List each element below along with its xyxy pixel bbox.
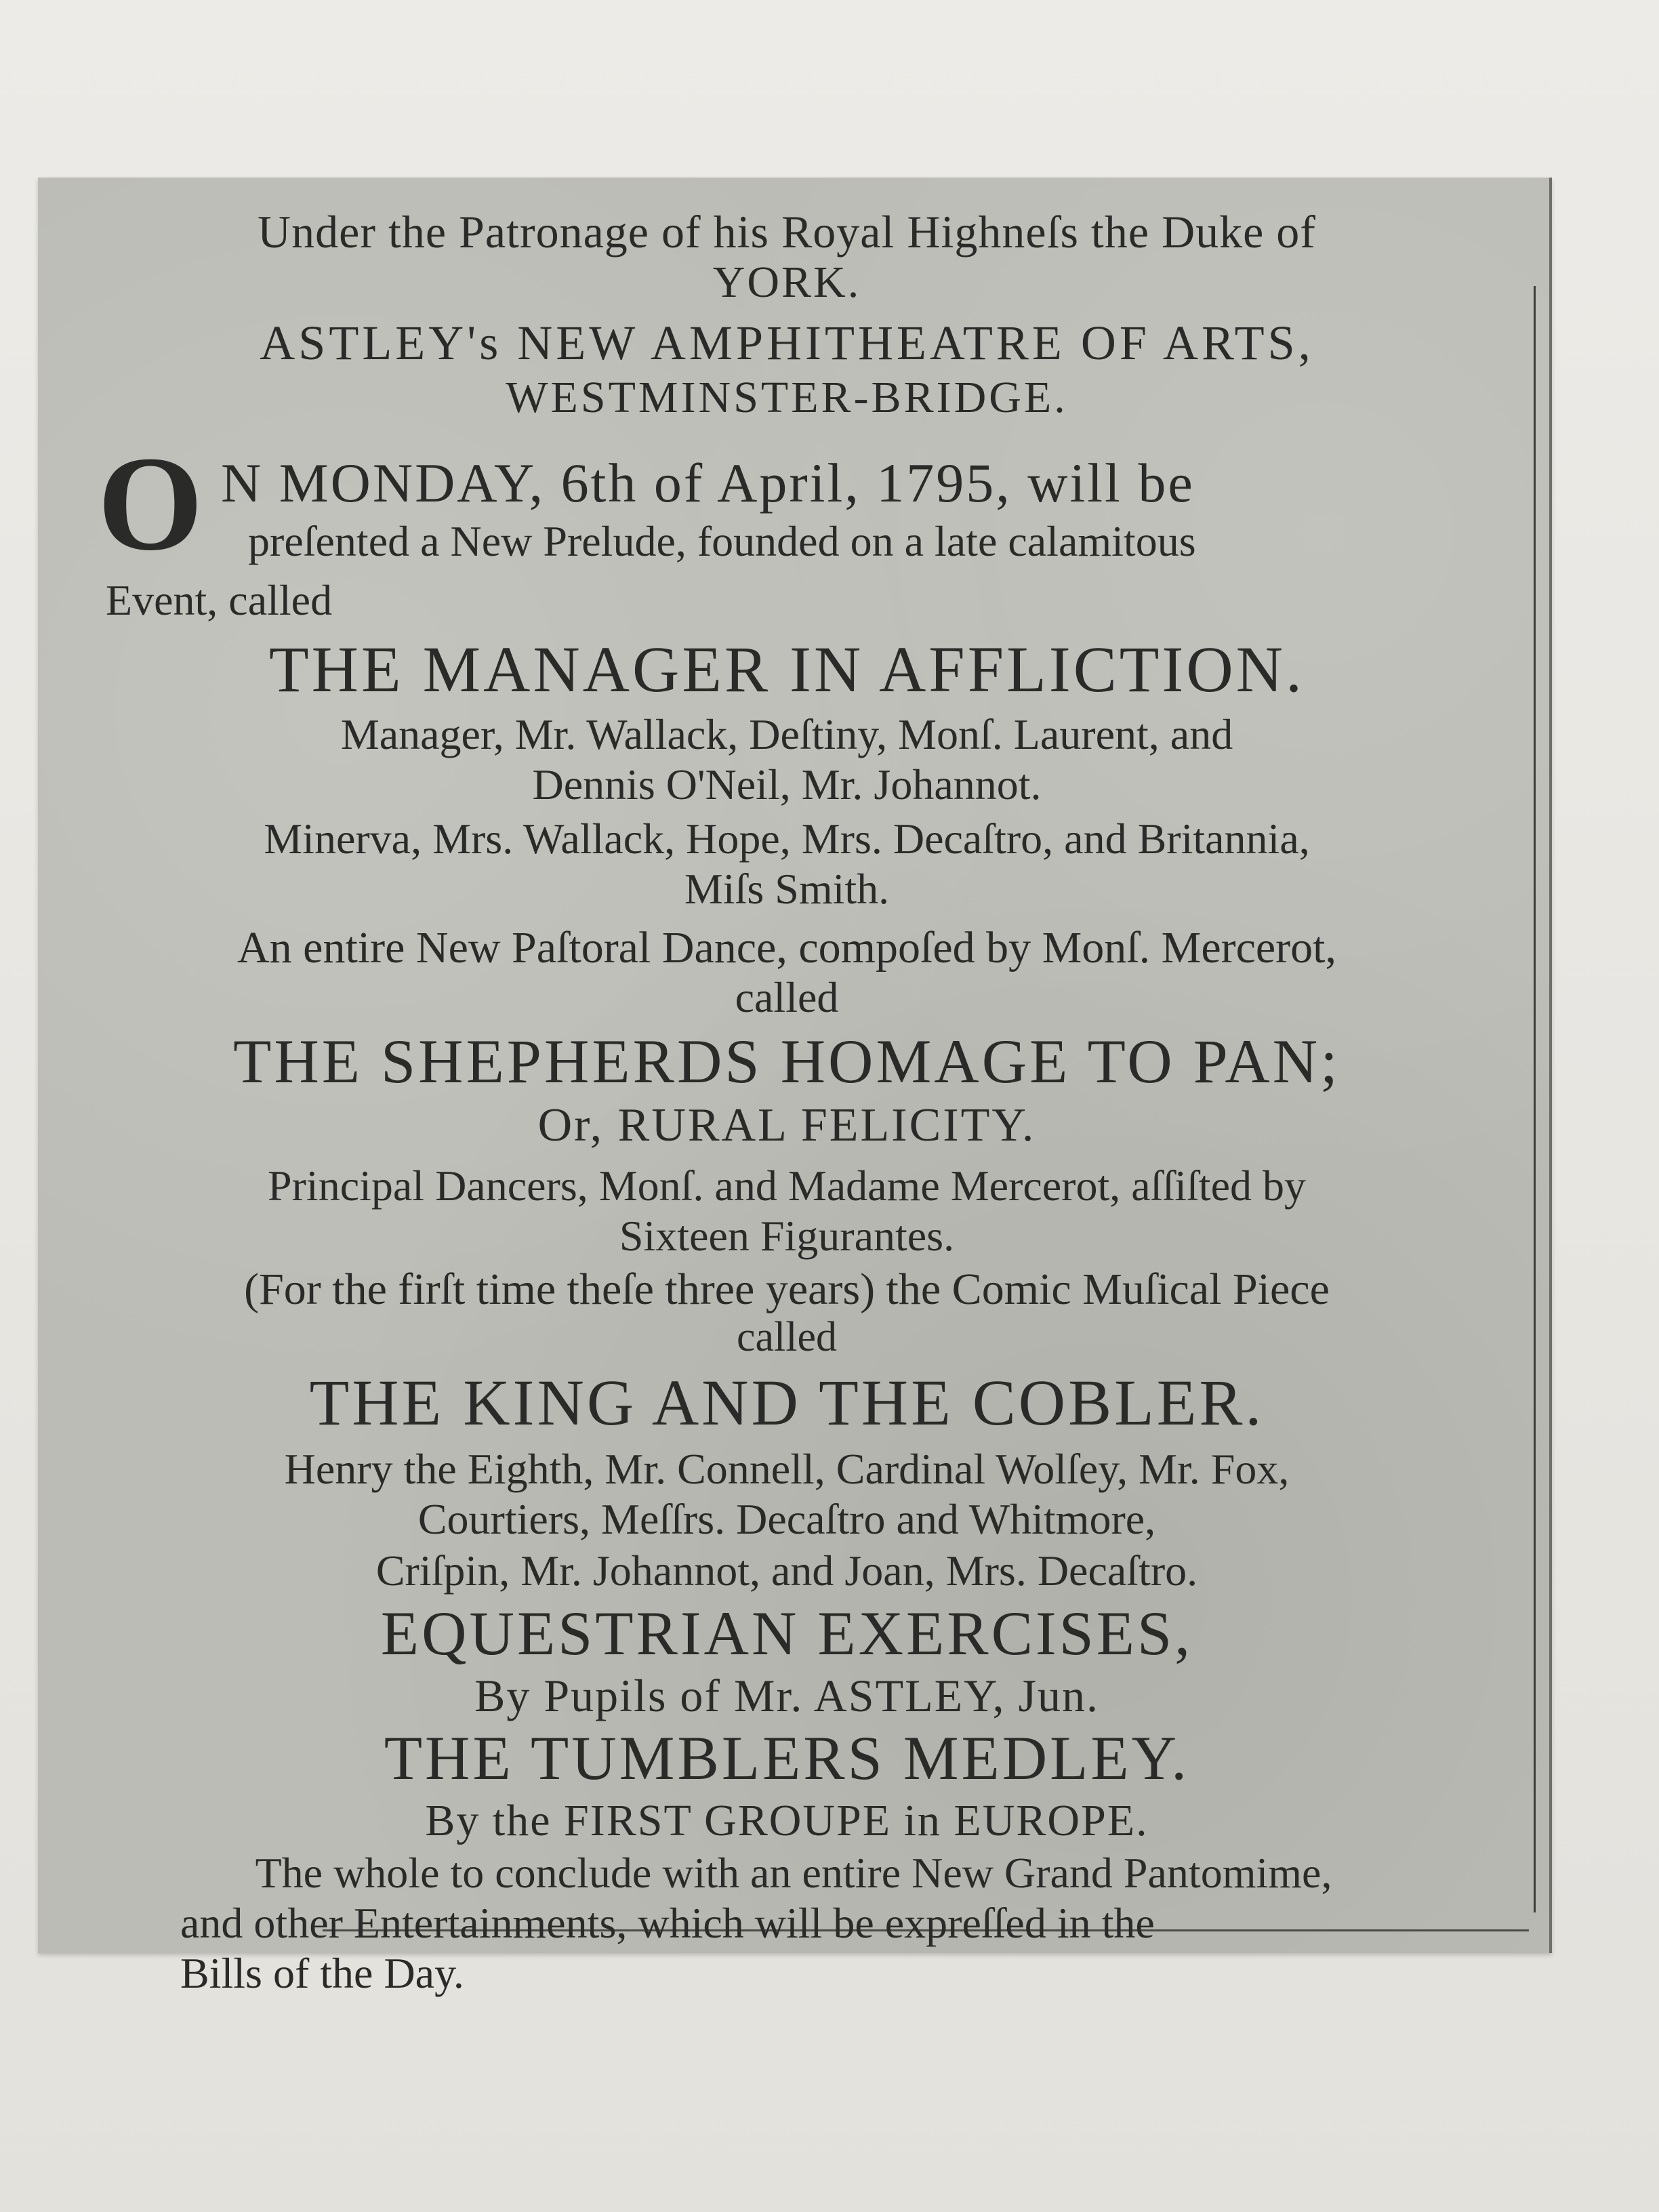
prelude-cast-line-3: Minerva, Mrs. Wallack, Hope, Mrs. Decaſtro, and Britannia, xyxy=(264,815,1310,863)
closing-line-1: The whole to conclude with an entire New Grand Pantomime, xyxy=(255,1849,1332,1897)
prelude-cast-line-2: Dennis O'Neil, Mr. Johannot. xyxy=(532,760,1042,808)
newspaper-clipping xyxy=(38,178,1552,1997)
dance-dancers-line-1: Principal Dancers, Monſ. and Madame Mercerot, aſſiſted by xyxy=(268,1162,1306,1210)
tumblers-by: By the FIRST GROUPE in EUROPE. xyxy=(425,1796,1149,1845)
closing-line-2: and other Entertainments, which will be expreſſed in the xyxy=(180,1899,1155,1947)
prelude-cast-line-1: Manager, Mr. Wallack, Deſtiny, Monſ. Laurent, and xyxy=(340,710,1233,758)
announcement-line-2: preſented a New Prelude, founded on a late calamitous xyxy=(248,517,1196,565)
comic-cast-line-1: Henry the Eighth, Mr. Connell, Cardinal Wolſey, Mr. Fox, xyxy=(284,1445,1290,1493)
comic-called: called xyxy=(736,1314,837,1360)
dance-subtitle: Or, RURAL FELICITY. xyxy=(537,1099,1036,1151)
prelude-cast-line-4: Miſs Smith. xyxy=(684,865,890,913)
dance-intro: An entire New Paſtoral Dance, compoſed by Monſ. Mercerot, xyxy=(237,923,1336,972)
amphitheatre-line: ASTLEY's NEW AMPHITHEATRE OF ARTS, xyxy=(260,316,1314,370)
clipping-rule-right xyxy=(1534,286,1536,1912)
tumblers-title: THE TUMBLERS MEDLEY. xyxy=(384,1723,1190,1793)
advertisement-text xyxy=(65,197,1509,1995)
comic-title: THE KING AND THE COBLER. xyxy=(309,1366,1265,1439)
patronage-line: Under the Patronage of his Royal Highneſs the Duke of xyxy=(258,206,1316,258)
drop-cap: O xyxy=(98,429,203,579)
location-line: WESTMINSTER-BRIDGE. xyxy=(506,373,1068,422)
dance-dancers-line-2: Sixteen Figurantes. xyxy=(619,1212,955,1260)
comic-intro: (For the firſt time theſe three years) the Comic Muſical Piece xyxy=(244,1265,1330,1314)
announcement-line-3: Event, called xyxy=(106,576,333,624)
announcement-line-1: N MONDAY, 6th of April, 1795, will be xyxy=(221,452,1195,514)
comic-cast-line-2: Courtiers, Meſſrs. Decaſtro and Whitmore, xyxy=(417,1495,1156,1543)
equestrian-title: EQUESTRIAN EXERCISES, xyxy=(380,1599,1193,1668)
york-line: YORK. xyxy=(712,258,861,307)
comic-cast-line-3: Criſpin, Mr. Johannot, and Joan, Mrs. Decaſtro. xyxy=(375,1547,1198,1595)
dance-title: THE SHEPHERDS HOMAGE TO PAN; xyxy=(233,1027,1340,1096)
equestrian-by: By Pupils of Mr. ASTLEY, Jun. xyxy=(474,1670,1099,1721)
closing-line-3: Bills of the Day. xyxy=(180,1949,464,1997)
dance-called: called xyxy=(735,973,839,1021)
prelude-title: THE MANAGER IN AFFLICTION. xyxy=(269,633,1305,705)
announcement-block xyxy=(65,429,1509,579)
